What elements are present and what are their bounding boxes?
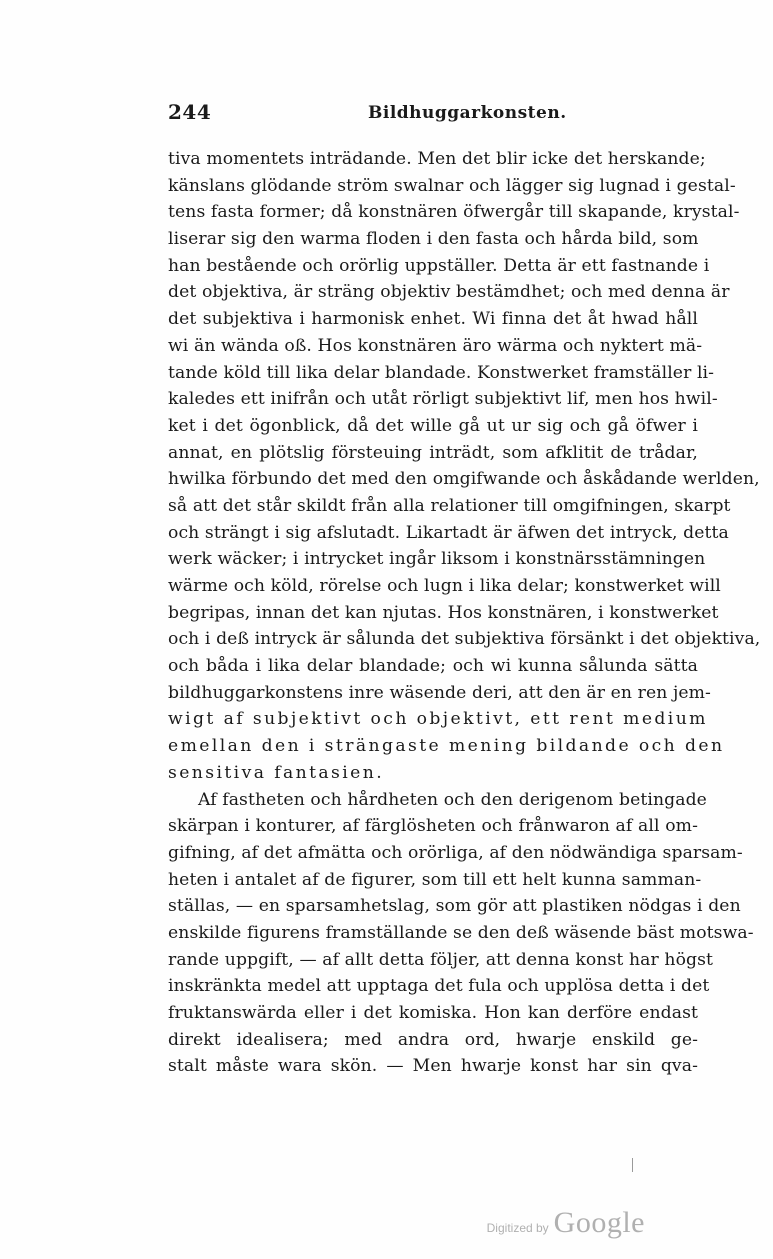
text-line: ket i det ögonblick, då det wille gå ut ur sig och gå öfwer i [168,415,698,436]
text-line: och båda i lika delar blandade; och wi kunna sålunda sätta [168,656,698,677]
text-line: rande uppgift, — af allt detta följer, att denna konst har högst [168,949,714,970]
text-line: gifning, af det afmätta och orörliga, af den nödwändiga sparsam- [168,842,743,863]
text-line: skärpan i konturer, af färglösheten och frånwaron af all om- [168,816,698,837]
text-line: så att det står skildt från alla relationer till omgifningen, skarpt [168,495,731,516]
text-line: werk wäcker; i intrycket ingår liksom i konstnärsstämningen [168,549,706,570]
text-line: ställas, — en sparsamhetslag, som gör att plastiken nödgas i den [168,896,741,917]
text-line: han bestående och orörlig uppställer. Detta är ett fastnande i [168,255,710,276]
text-line: inskränkta medel att upptaga det fula och upplösa detta i det [168,976,710,997]
digitized-watermark [487,1206,645,1240]
text-line: stalt måste wara skön. — Men hwarje konst har sin qva- [168,1056,698,1077]
text-line: fruktanswärda eller i det komiska. Hon kan derföre endast [168,1003,698,1023]
text-line: wärme och köld, rörelse och lugn i lika delar; konstwerket will [168,576,721,596]
text-line: tande köld till lika delar blandade. Konstwerket framställer li- [168,362,715,383]
text-line: liserar sig den warma floden i den fasta och hårda bild, som [168,229,699,250]
text-line: och strängt i sig afslutadt. Likartadt är äfwen det intryck, detta [168,522,729,543]
text-line: det objektiva, är sträng objektiv bestämdhet; och med denna är [168,282,730,303]
text-line: heten i antalet af de figurer, som till ett helt kunna samman- [168,869,702,890]
text-line: det subjektiva i harmonisk enhet. Wi finna det åt hwad håll [168,309,698,330]
body-text [168,146,761,1080]
text-line: sensitiva fantasien. [168,762,385,783]
text-line: tens fasta former; då konstnären öfwergår till skapande, krystal- [168,202,740,223]
text-line: bildhuggarkonstens inre wäsende deri, att den är en ren jem- [168,682,711,703]
text-line: tiva momentets inträdande. Men det blir icke det herskande; [168,149,706,169]
page-header [168,100,700,130]
text-line: wigt af subjektivt och objektivt, ett rent medium [168,709,708,730]
text-line: kaledes ett inifrån och utåt rörligt subjektivt lif, men hos hwil- [168,389,718,410]
text-line: enskilde figurens framställande se den deß wäsende bäst motswa- [168,922,754,943]
text-line: hwilka förbundo det med den omgifwande och åskådande werlden, [168,469,760,490]
text-line: wi än wända oß. Hos konstnären äro wärma och nyktert mä- [168,335,703,356]
text-line: annat, en plötslig försteuing inträdt, som afklitit de trådar, [168,442,698,463]
text-line: begripas, innan det kan njutas. Hos konstnären, i konstwerket [168,602,719,623]
watermark-brand: Google [553,1206,645,1239]
scan-mark [632,1158,633,1172]
text-line: direkt idealisera; med andra ord, hwarje enskild ge- [168,1029,698,1050]
text-line: emellan den i strängaste mening bildande och den [168,736,725,757]
running-head: Bildhuggarkonsten. [368,103,567,123]
watermark-prefix: Digitized by [486,1221,549,1235]
page-number: 244 [168,100,212,124]
text-line: Af fastheten och hårdheten och den derigenom betingade [198,789,707,810]
text-line: känslans glödande ström swalnar och lägger sig lugnad i gestal- [168,175,736,196]
text-line: och i deß intryck är sålunda det subjektiva försänkt i det objektiva, [168,629,761,650]
